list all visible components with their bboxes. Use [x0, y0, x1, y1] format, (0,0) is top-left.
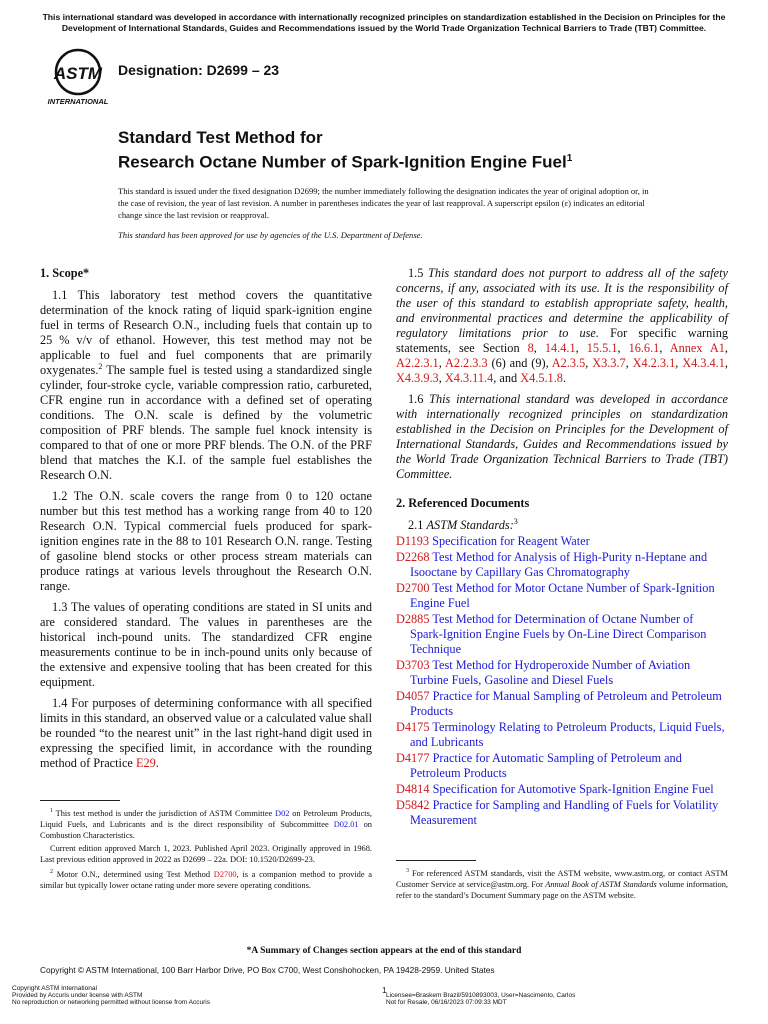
paragraph-1-5: [396, 266, 728, 386]
section-link[interactable]: A2.2.3.1: [396, 356, 439, 370]
referenced-standard-item: [396, 798, 728, 828]
section-link-separator: ,: [585, 356, 593, 370]
title-line-1: Standard Test Method for: [118, 128, 323, 147]
section-heading-scope: 1. Scope*: [40, 266, 90, 280]
standard-title-link[interactable]: Test Method for Hydroperoxide Number of Aviation Turbine Fuels, Gasoline and Diesel Fuels: [410, 658, 691, 687]
paragraph-1-1-text-b: The sample fuel is tested using a standardized single cylinder, four-stroke cycle, variable compression ratio, carbureted, CFR engine run in accordance with a defined set of operating conditions. The O.N. scale is defined by the volumetric composition of PRF blends. The sample fuel knock intensity is compared to that of one or more PRF blends. The O.N. of the PRF blend that matches the K.I. of the sample fuel establishes the Research O.N.: [40, 363, 372, 482]
footnote-1-text-c: on Combustion Characteristics.: [40, 819, 372, 840]
standard-title-link[interactable]: Practice for Sampling and Handling of Fuels for Volatility Measurement: [410, 798, 719, 827]
footnote-2: [40, 867, 372, 891]
section-link-separator: (6) and (9),: [487, 356, 552, 370]
link-d2700[interactable]: D2700: [213, 869, 237, 879]
paragraph-1-1-text-a: 1.1 This laboratory test method covers the quantitative determination of the knock rating of liquid spark-ignition engine fuel in terms of Research O.N., including fuels that contain up to 25 % v/v of ethanol. However, this test method may not be applicable to fuel and fuel components that are primarily oxygenates.: [40, 288, 372, 377]
paragraph-1-6-italic: This international standard was developed in accordance with internationally recognized principles on standardization established in the Decision on Principles for the Development of International Standards, Guides and Recommendations issued by the World Trade Organization Technical Barriers to Trade (TBT) Committee.: [396, 392, 728, 481]
standard-code-link[interactable]: D1193: [396, 534, 430, 548]
title-line-2: [118, 148, 572, 173]
link-d02-01[interactable]: D02.01: [333, 819, 359, 829]
section-link[interactable]: 14.4.1: [544, 341, 576, 355]
section-link-separator: ,: [675, 356, 683, 370]
referenced-standard-item: [396, 689, 728, 719]
standard-title-link[interactable]: Specification for Reagent Water: [432, 534, 590, 548]
footnotes-left: [40, 806, 372, 893]
standard-code-link[interactable]: D2700: [396, 581, 430, 595]
standard-code-link[interactable]: D3703: [396, 658, 430, 672]
paragraph-1-5-tail: For specific warning statements, see Section: [396, 326, 728, 355]
footnote-3: [396, 866, 728, 901]
standard-title-link[interactable]: Terminology Relating to Petroleum Products, Liquid Fuels, and Lubricants: [410, 720, 725, 749]
section-link-separator: ,: [617, 341, 629, 355]
section-link-separator: ,: [575, 341, 587, 355]
footnote-rule-right: [396, 860, 476, 861]
standard-code-link[interactable]: D2885: [396, 612, 430, 626]
footnote-3-mark: 3: [406, 868, 409, 874]
paragraph-1-2: 1.2 The O.N. scale covers the range from 0 to 120 octane number but this test method has a working range from 40 to 120 Research O.N. Typical commercial fuels produced for spark-ignition engines rate in the 88 to 101 Research O.N. range. Testing of gasoline blend stocks or other process stream materials can produce ratings at various levels throughout the Research O.N. range.: [40, 489, 372, 593]
link-e29[interactable]: E29: [135, 756, 156, 770]
footnote-1-text-b: on Petroleum Products, Liquid Fuels, and Lubricants and is the direct responsibility of Subcommittee: [40, 808, 372, 829]
defense-note: This standard has been approved for use by agencies of the U.S. Department of Defense.: [118, 230, 423, 240]
referenced-standard-item: [396, 550, 728, 580]
copyright-line: Copyright © ASTM International, 100 Barr Harbor Drive, PO Box C700, West Conshohocken, PA 19428-2959. United States: [40, 965, 495, 975]
footnote-2-text-b: , is a companion method to provide a similar but typically lower octane rating under more severe operating conditions.: [40, 869, 373, 890]
section-link[interactable]: X4.3.9.3: [396, 371, 439, 385]
title-line-2-text: Research Octane Number of Spark-Ignition Engine Fuel: [118, 152, 567, 172]
section-link[interactable]: Annex A1: [669, 341, 725, 355]
left-column: [40, 266, 372, 777]
standard-code-link[interactable]: D4057: [396, 689, 430, 703]
footnote-2-text-a: Motor O.N., determined using Test Method: [53, 869, 214, 879]
referenced-standards-list: [396, 534, 728, 828]
paragraph-1-4-text-a: 1.4 For purposes of determining conformance with all specified limits in this standard, an observed value or a calculated value shall be rounded “to the nearest unit” in the last right-hand digit used in expressing the specified limit, in accordance with the rounding method of Practice: [40, 696, 372, 770]
license-footer-right-line-2: Not for Resale, 06/16/2023 07:09:33 MDT: [386, 999, 507, 1006]
standard-title-link[interactable]: Test Method for Motor Octane Number of Spark-Ignition Engine Fuel: [410, 581, 715, 610]
footnote-1: [40, 806, 372, 841]
footnotes-right: [396, 866, 728, 903]
referenced-standard-item: [396, 534, 728, 549]
paragraph-1-6: [396, 392, 728, 482]
astm-standards-subheading: [396, 518, 728, 533]
paragraph-1-5-italic: This standard does not purport to address all of the safety concerns, if any, associated with its use. It is the responsibility of the user of this standard to establish appropriate safety, health, and environmental practices and determine the applicability of regulatory limitations prior to use.: [396, 266, 728, 340]
license-footer-right: [386, 992, 575, 1006]
section-link[interactable]: 8: [527, 341, 534, 355]
title-footnote-mark: 1: [566, 153, 573, 164]
astm-logo: [42, 46, 114, 108]
subheading-label: ASTM Standards:: [426, 518, 514, 532]
section-link-separator: ,: [625, 356, 633, 370]
standard-code-link[interactable]: D4177: [396, 751, 430, 765]
standard-title-link[interactable]: Test Method for Analysis of High-Purity n-Heptane and Isooctane by Capillary Gas Chromatography: [410, 550, 708, 579]
section-link[interactable]: 16.6.1: [628, 341, 660, 355]
logo-caption: INTERNATIONAL: [47, 97, 109, 106]
referenced-standard-item: [396, 612, 728, 657]
standard-code-link[interactable]: D4175: [396, 720, 430, 734]
footnote-ref-2: 2: [98, 361, 103, 371]
license-footer-left-line-1: Copyright ASTM International: [12, 985, 97, 992]
section-link[interactable]: A2.2.3.3: [444, 356, 488, 370]
right-column: [396, 266, 728, 829]
astm-logo-icon: [42, 46, 114, 108]
summary-of-changes-note: *A Summary of Changes section appears at the end of this standard: [246, 946, 522, 956]
standard-code-link[interactable]: D5842: [396, 798, 430, 812]
referenced-standard-item: [396, 782, 728, 797]
standard-title-link[interactable]: Test Method for Determination of Octane Number of Spark-Ignition Engine Fuels by On-Line Direct Comparison Technique: [410, 612, 707, 656]
standard-title-link[interactable]: Practice for Automatic Sampling of Petroleum and Petroleum Products: [410, 751, 682, 780]
license-footer-right-line-1: Licensee=Braskem Brazil/5910893003, User=Nascimento, Carlos: [386, 992, 576, 999]
section-link-separator: ,: [438, 356, 445, 370]
section-link-separator: ,: [438, 371, 445, 385]
section-link-separator: .: [562, 371, 567, 385]
footnote-1-mark: 1: [50, 808, 53, 814]
top-notice: This international standard was developed in accordance with internationally recognized principles on standardization established in the Decision on Principles for the Development of International Standards, Guides and Recommendations issued by the World Trade Organization Technical Barriers to Trade (TBT) Committee.: [42, 12, 726, 33]
section-link-separator: , and: [493, 371, 521, 385]
section-link-separator: ,: [724, 341, 728, 355]
section-link[interactable]: 15.5.1: [586, 341, 618, 355]
paragraph-1-4-text-b: .: [155, 756, 159, 770]
footnote-rule-left: [40, 800, 120, 801]
license-footer-left-line-3: No reproduction or networking permitted without license from Accuris: [12, 999, 210, 1006]
footnote-2-mark: 2: [50, 868, 53, 875]
license-footer-left: [12, 985, 210, 1006]
referenced-standard-item: [396, 658, 728, 688]
footnote-3-text-b: volume information, refer to the standard’s Document Summary page on the ASTM website.: [396, 879, 728, 900]
paragraph-1-5-number: 1.5: [408, 266, 428, 280]
referenced-standard-item: [396, 581, 728, 611]
referenced-standard-item: [396, 751, 728, 781]
section-link[interactable]: A2.3.5: [551, 356, 586, 370]
page-number: 1: [382, 986, 387, 995]
section-link-separator: ,: [724, 356, 728, 370]
footnote-ref-3: 3: [513, 516, 518, 526]
issue-note: This standard is issued under the fixed designation D2699; the number immediately following the designation indicates the year of original adoption or, in the case of revision, the year of last revision. A number in parentheses indicates the year of last reapproval. A superscript epsilon (ε) indicates an editorial change since the last revision or reapproval.: [118, 186, 649, 220]
section-link[interactable]: X4.3.11.4: [444, 371, 494, 385]
logo-letters: ASTM: [53, 64, 103, 83]
footnote-1-edition: Current edition approved March 1, 2023. Published April 2023. Originally approved in 1968. Last previous edition approved in 2022 as D2699 – 22a. DOI: 10.1520/D2699-23.: [40, 843, 372, 864]
section-link[interactable]: X4.5.1.8: [520, 371, 563, 385]
paragraph-1-1: [40, 288, 372, 483]
referenced-standard-item: [396, 720, 728, 750]
section-link-separator: ,: [659, 341, 670, 355]
section-heading-referenced-documents: 2. Referenced Documents: [396, 496, 530, 510]
paragraph-1-4: [40, 696, 372, 771]
section-link[interactable]: X4.2.3.1: [632, 356, 676, 370]
document-title: [118, 127, 572, 173]
license-footer-left-line-2: Provided by Accuris under license with ASTM: [12, 992, 143, 999]
standard-code-link[interactable]: D2268: [396, 550, 430, 564]
paragraph-1-3: 1.3 The values of operating conditions are stated in SI units and are considered standard. The values in parentheses are the historical inch-pound units. The standardized CFR engine measurements continue to be in inch-pound units only because of the extensive and expensive tooling that has been created for this equipment.: [40, 600, 372, 689]
paragraph-1-6-number: 1.6: [408, 392, 430, 406]
designation: Designation: D2699 – 23: [118, 62, 280, 78]
standard-code-link[interactable]: D4814: [396, 782, 430, 796]
section-link[interactable]: X4.3.4.1: [682, 356, 725, 370]
link-d02[interactable]: D02: [275, 808, 290, 818]
standard-title-link[interactable]: Specification for Automotive Spark-Ignition Engine Fuel: [432, 782, 714, 796]
section-link[interactable]: X3.3.7: [592, 356, 626, 370]
footnote-3-italic: Annual Book of ASTM Standards: [545, 879, 657, 889]
footnote-3-text-a: For referenced ASTM standards, visit the ASTM website, www.astm.org, or contact ASTM Customer Service at service@astm.org. For: [396, 868, 728, 889]
footnote-1-text-a: This test method is under the jurisdiction of ASTM Committee: [53, 808, 276, 818]
section-link-separator: ,: [533, 341, 545, 355]
standard-title-link[interactable]: Practice for Manual Sampling of Petroleum and Petroleum Products: [410, 689, 722, 718]
subheading-number: 2.1: [408, 518, 427, 532]
